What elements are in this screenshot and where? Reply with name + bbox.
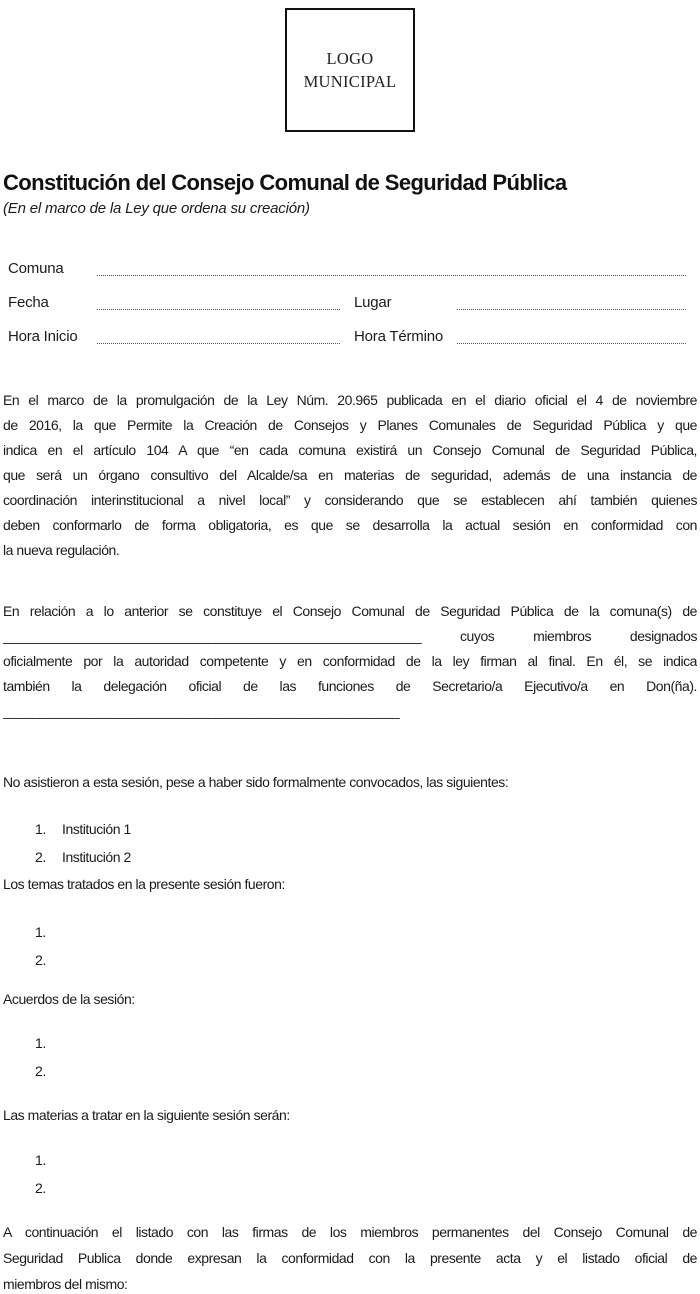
form-row-fecha-lugar xyxy=(8,282,686,316)
list-item-label: Institución 1 xyxy=(62,821,131,837)
hora-inicio-label: Hora Inicio xyxy=(8,328,78,345)
absent-heading: No asistieron a esta sesión, pese a haber sido formalmente convocados, las siguientes: xyxy=(3,774,509,790)
lugar-label: Lugar xyxy=(354,294,392,311)
municipal-logo xyxy=(285,8,415,132)
paragraph-line: miembros del mismo: xyxy=(3,1276,128,1292)
comuna-blank-line: _________________________________________________________ cuyos miembros designados xyxy=(3,628,697,644)
closing-paragraph xyxy=(3,1219,697,1294)
lugar-field[interactable] xyxy=(457,298,686,310)
paragraph-line: En el marco de la promulgación de la Ley Núm. 20.965 publicada en el diario oficial el 4 de noviembre xyxy=(3,392,697,408)
intro-paragraph xyxy=(3,388,697,563)
form-row-comuna xyxy=(8,248,686,282)
list-item xyxy=(3,946,697,974)
secretario-blank-line: ______________________________________________________ xyxy=(3,703,400,719)
list-item xyxy=(3,843,697,871)
document-title: Constitución del Consejo Comunal de Seguridad Pública xyxy=(3,170,567,195)
absent-list xyxy=(3,815,697,871)
list-item-label: Institución 2 xyxy=(62,849,131,865)
list-item xyxy=(3,1174,697,1202)
hora-inicio-field[interactable] xyxy=(97,332,340,344)
list-number: 1. xyxy=(35,924,46,940)
paragraph-line: Seguridad Publica donde expresan la conformidad con la presente acta y el listado oficial de xyxy=(3,1250,697,1266)
list-number: 1. xyxy=(35,821,46,837)
fecha-field[interactable] xyxy=(97,298,340,310)
list-number: 2. xyxy=(35,1063,46,1079)
list-item xyxy=(3,918,697,946)
paragraph-line: que será un órgano consultivo del Alcalde/sa en materias de seguridad, además de una instancia de xyxy=(3,467,697,483)
paragraph-line: indica en el artículo 104 A que “en cada comuna existirá un Consejo Comunal de Seguridad Pública, xyxy=(3,442,697,458)
fecha-label: Fecha xyxy=(8,294,49,311)
document-subtitle: (En el marco de la Ley que ordena su creación) xyxy=(3,200,310,217)
paragraph-line: de 2016, la que Permite la Creación de Consejos y Planes Comunales de Seguridad Pública y que xyxy=(3,417,697,433)
paragraph-line: oficialmente por la autoridad competente y en conformidad de la ley firman al final. En él, se indica xyxy=(3,653,697,669)
paragraph-line: la nueva regulación. xyxy=(3,542,120,558)
comuna-field[interactable] xyxy=(97,264,686,276)
list-item xyxy=(3,815,697,843)
paragraph-line: A continuación el listado con las firmas de los miembros permanentes del Consejo Comunal de xyxy=(3,1224,697,1240)
topics-heading: Los temas tratados en la presente sesión fueron: xyxy=(3,876,285,892)
topics-list xyxy=(3,918,697,974)
paragraph-line: En relación a lo anterior se constituye el Consejo Comunal de Seguridad Pública de la comuna(s) de xyxy=(3,603,697,619)
agreements-list xyxy=(3,1029,697,1085)
logo-text-line1: LOGO xyxy=(326,49,374,68)
hora-termino-field[interactable] xyxy=(457,332,686,344)
constitution-paragraph xyxy=(3,599,697,724)
next-session-list xyxy=(3,1146,697,1202)
agreements-heading: Acuerdos de la sesión: xyxy=(3,991,135,1007)
list-item xyxy=(3,1146,697,1174)
hora-termino-label: Hora Término xyxy=(354,328,444,345)
next-session-heading: Las materias a tratar en la siguiente sesión serán: xyxy=(3,1107,290,1123)
header-form xyxy=(3,248,697,350)
paragraph-line: también la delegación oficial de las funciones de Secretario/a Ejecutivo/a en Don(ña). xyxy=(3,678,697,694)
list-number: 2. xyxy=(35,1180,46,1196)
logo-text-line2: MUNICIPAL xyxy=(303,72,397,91)
paragraph-line: coordinación interinstitucional a nivel local” y considerando que se establecen ahí también quienes xyxy=(3,492,697,508)
list-number: 1. xyxy=(35,1035,46,1051)
list-number: 2. xyxy=(35,952,46,968)
list-item xyxy=(3,1057,697,1085)
list-number: 1. xyxy=(35,1152,46,1168)
form-row-horas xyxy=(8,316,686,350)
list-number: 2. xyxy=(35,849,46,865)
list-item xyxy=(3,1029,697,1057)
paragraph-line: deben conformarlo de forma obligatoria, es que se desarrolla la actual sesión en conformidad con xyxy=(3,517,697,533)
comuna-label: Comuna xyxy=(8,260,64,277)
